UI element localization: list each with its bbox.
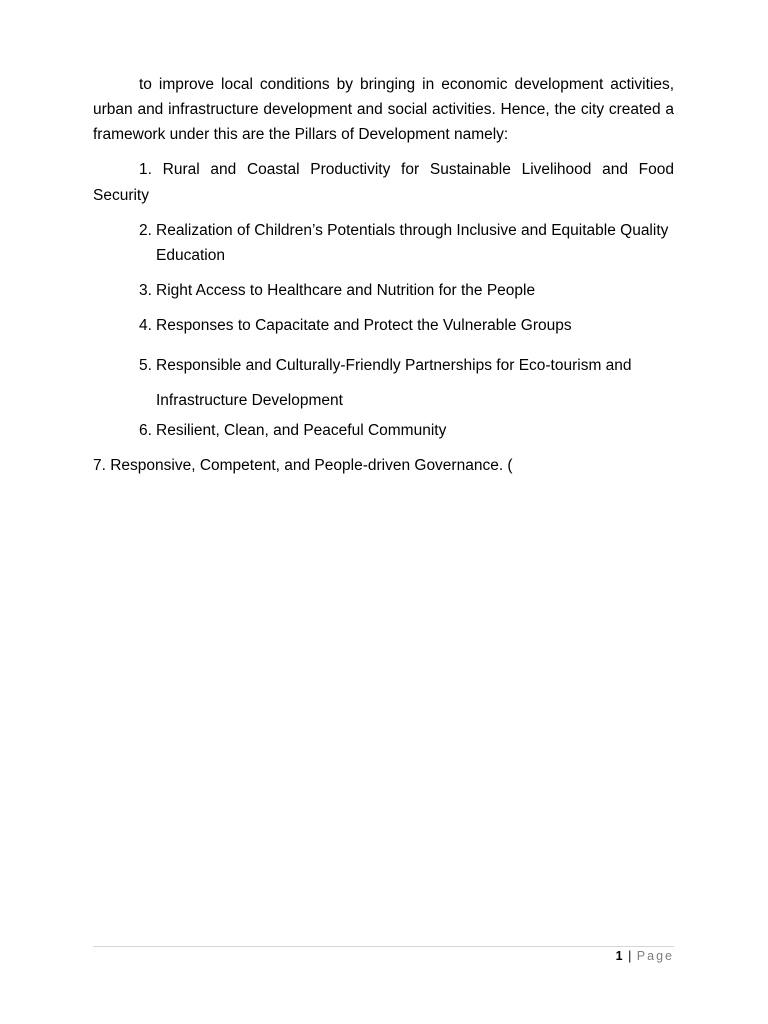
- document-body: [93, 72, 674, 478]
- pillar-text: Realization of Children’s Potentials through Inclusive and Equitable Quality Education: [156, 222, 669, 264]
- pillar-item-3: [93, 278, 674, 303]
- pillar-number: 2.: [139, 222, 152, 239]
- pillar-item-5: [93, 348, 674, 418]
- pillar-number: 6.: [139, 422, 152, 439]
- page-number: 1: [615, 949, 623, 963]
- pillar-text: Responses to Capacitate and Protect the Vulnerable Groups: [156, 317, 572, 334]
- footer-separator: |: [628, 949, 632, 963]
- pillar-item-2: [93, 218, 674, 268]
- intro-paragraph: to improve local conditions by bringing in economic development activities, urban and infrastructure development and social activities. Hence, the city created a framework under this are the Pillars of Development namely:: [93, 76, 674, 143]
- pillar-number: 5.: [139, 357, 152, 374]
- footer-divider: [93, 946, 674, 947]
- pillar-text: Resilient, Clean, and Peaceful Community: [156, 422, 447, 439]
- pillar-item-6: [93, 418, 674, 443]
- pillar-text: Responsible and Culturally-Friendly Partnerships for Eco-tourism and Infrastructure Development: [156, 357, 632, 409]
- pillar-text: Right Access to Healthcare and Nutrition for the People: [156, 282, 536, 299]
- page-footer: [93, 948, 674, 964]
- pillar-item-1: 1. Rural and Coastal Productivity for Sustainable Livelihood and Food Security: [93, 161, 674, 204]
- pillar-item-7: 7. Responsive, Competent, and People-driven Governance. (: [93, 457, 513, 474]
- page-label: Page: [636, 949, 674, 963]
- pillar-number: 3.: [139, 282, 152, 299]
- pillar-item-4: [93, 313, 674, 338]
- pillar-number: 4.: [139, 317, 152, 334]
